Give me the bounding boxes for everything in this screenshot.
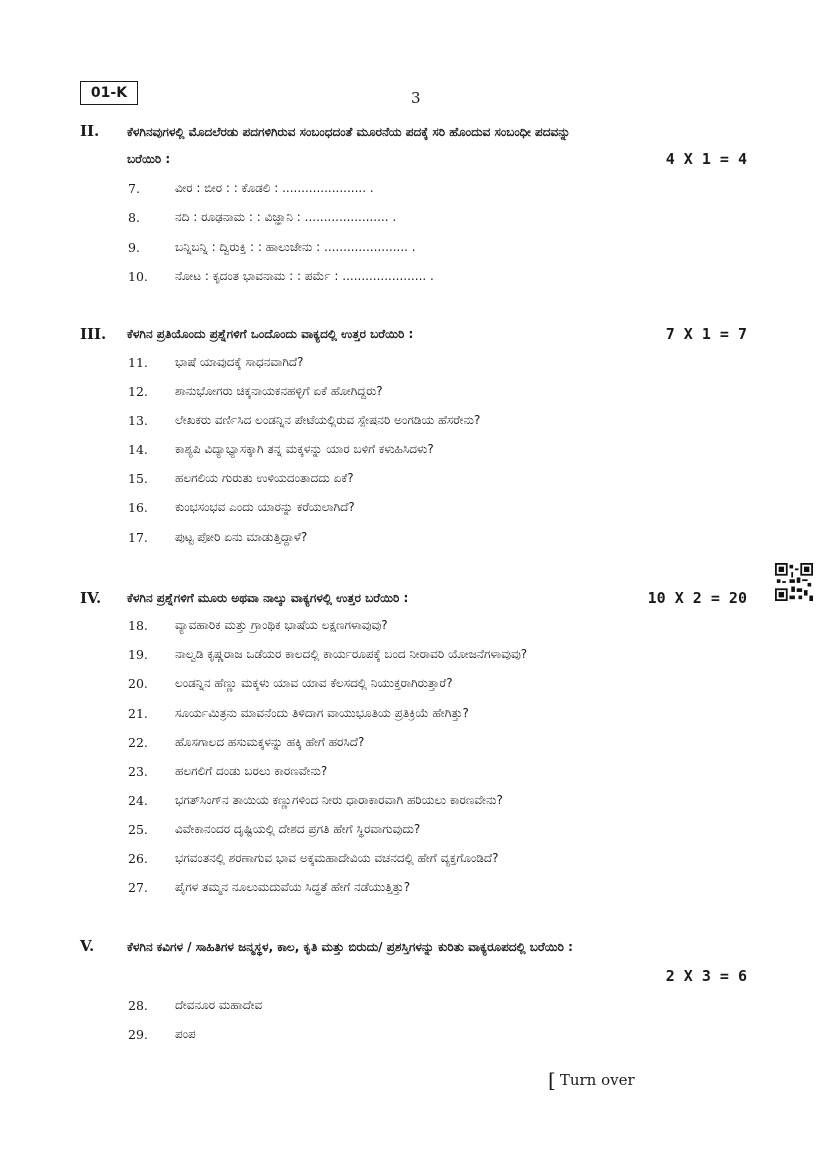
paper-code: 01-K [80,81,138,105]
question-number: 10. [128,269,148,284]
section-5-instruction: ಕೆಳಗಿನ ಕವಿಗಳ / ಸಾಹಿತಿಗಳ ಜನ್ಮಸ್ಥಳ, ಕಾಲ, ಕೃತಿ ಮತ್ತು ಬಿರುದು/ ಪ್ರಶಸ್ತಿಗಳನ್ನು ಕುರಿತು ವಾಕ್ಯರೂಪದಲ್ಲಿ ಬರೆಯಿರಿ : [127,940,573,954]
section-4-marks: 10 X 2 = 20 [647,589,747,607]
section-4-numeral: IV. [80,589,102,607]
question-text: ಲೇಖಕರು ವರ್ಣಿಸಿದ ಲಂಡನ್ನಿನ ಪೇಟೆಯಲ್ಲಿರುವ ಸ್ಪೇಷನರಿ ಅಂಗಡಿಯ ಹೆಸರೇನು? [175,413,481,427]
question-text: ದೇವನೂರ ಮಹಾದೇವ [175,998,263,1012]
question-number: 13. [128,413,148,428]
section-2-instruction-cont: ಬರೆಯಿರಿ : [127,152,171,166]
question-number: 12. [128,384,148,399]
question-number: 27. [128,880,148,895]
question-text: ನದಿ : ರೂಢನಾಮ : : ವಿಜ್ಞಾನಿ : ...................... . [175,210,397,224]
question-text: ಸೂರ್ಯಮಿತ್ರನು ಮಾವನೆಂದು ತಿಳಿದಾಗ ವಾಯುಭೂತಿಯ ಪ್ರತಿಕ್ರಿಯೆ ಹೇಗಿತ್ತು? [175,706,469,720]
question-text: ಹಲಗಲಿಯ ಗುರುತು ಉಳಿಯದಂತಾದದು ಏಕೆ? [175,471,354,485]
bracket-mark: [ [548,1068,556,1092]
question-number: 18. [128,618,148,633]
question-number: 11. [128,355,148,370]
question-number: 9. [128,240,140,255]
question-text: ಹೊಸಗಾಲದ ಹಸುಮಕ್ಕಳನ್ನು ಹಕ್ಕಿ ಹೇಗೆ ಹರಸಿದೆ? [175,735,365,749]
question-text: ಪಂಪ [175,1027,196,1041]
section-3-instruction: ಕೆಳಗಿನ ಪ್ರತಿಯೊಂದು ಪ್ರಶ್ನೆಗಳಿಗೆ ಒಂದೊಂದು ವಾಕ್ಯದಲ್ಲಿ ಉತ್ತರ ಬರೆಯಿರಿ : [127,327,414,341]
question-text: ನಾಲ್ವಡಿ ಕೃಷ್ಣರಾಜ ಒಡೆಯರ ಕಾಲದಲ್ಲಿ ಕಾರ್ಯರೂಪಕ್ಕೆ ಬಂದ ನೀರಾವರಿ ಯೋಜನೆಗಳಾವುವು? [175,647,528,661]
section-2-marks: 4 X 1 = 4 [665,150,747,168]
qr-code [775,563,813,601]
section-3-marks: 7 X 1 = 7 [665,325,747,343]
question-text: ಹಲಗಲಿಗೆ ದಂಡು ಬರಲು ಕಾರಣವೇನು? [175,764,328,778]
question-text: ವೀರ : ಬೀರ : : ಕೊಡಲಿ : ...................... . [175,181,374,195]
question-number: 26. [128,851,148,866]
question-number: 29. [128,1027,148,1042]
question-text: ವ್ಯಾವಹಾರಿಕ ಮತ್ತು ಗ್ರಾಂಥಿಕ ಭಾಷೆಯ ಲಕ್ಷಣಗಳಾವುವು? [175,618,388,632]
page-number: 3 [411,89,421,107]
question-number: 22. [128,735,148,750]
question-text: ಬನ್ನಿಬನ್ನಿ : ದ್ವಿರುಕ್ತಿ : : ಹಾಲುಜೇನು : ...................... . [175,240,416,254]
question-text: ಲಂಡನ್ನಿನ ಹೆಣ್ಣು ಮಕ್ಕಳು ಯಾವ ಯಾವ ಕೆಲಸದಲ್ಲಿ ನಿಯುಕ್ತರಾಗಿರುತ್ತಾರೆ? [175,676,453,690]
section-5-marks: 2 X 3 = 6 [665,967,747,985]
question-text: ಪೈಗಳ ತಮ್ಮನ ನೂಲುಮದುವೆಯ ಸಿದ್ಧತೆ ಹೇಗೆ ನಡೆಯುತ್ತಿತ್ತು? [175,880,411,894]
question-number: 25. [128,822,148,837]
question-number: 23. [128,764,148,779]
turn-over-label: Turn over [559,1071,635,1089]
question-text: ಭಾಷೆ ಯಾವುದಕ್ಕೆ ಸಾಧನವಾಗಿದೆ? [175,355,304,369]
question-number: 24. [128,793,148,808]
question-number: 8. [128,210,140,225]
question-number: 14. [128,442,148,457]
question-text: ಶಾನುಭೋಗರು ಚಿಕ್ಕನಾಯಕನಹಳ್ಳಿಗೆ ಏಕೆ ಹೋಗಿದ್ದರು? [175,384,383,398]
question-text: ನೋಟ : ಕೃದಂತ ಭಾವನಾಮ : : ಪರ್ಮೆ : ...................... . [175,269,434,283]
question-text: ಭಗವಂತನಲ್ಲಿ ಶರಣಾಗುವ ಭಾವ ಅಕ್ಕಮಹಾದೇವಿಯ ವಚನದಲ್ಲಿ ಹೇಗೆ ವ್ಯಕ್ತಗೊಂಡಿದೆ? [175,851,499,865]
question-text: ವಿವೇಕಾನಂದರ ದೃಷ್ಟಿಯಲ್ಲಿ ದೇಶದ ಪ್ರಗತಿ ಹೇಗೆ ಸ್ಥಿರವಾಗುವುದು? [175,822,421,836]
question-number: 17. [128,530,148,545]
question-number: 16. [128,500,148,515]
question-number: 28. [128,998,148,1013]
section-2-instruction: ಕೆಳಗಿನವುಗಳಲ್ಲಿ ಮೊದಲೆರಡು ಪದಗಳಿಗಿರುವ ಸಂಬಂಧದಂತೆ ಮೂರನೆಯ ಪದಕ್ಕೆ ಸರಿ ಹೊಂದುವ ಸಂಬಂಧೀ ಪದವನ್ನು [127,125,571,139]
section-5-numeral: V. [80,937,95,955]
question-number: 19. [128,647,148,662]
question-text: ಪುಟ್ಟ ಪೋರಿ ಏನು ಮಾಡುತ್ತಿದ್ದಾಳೆ? [175,530,308,544]
section-4-instruction: ಕೆಳಗಿನ ಪ್ರಶ್ನೆಗಳಿಗೆ ಮೂರು ಅಥವಾ ನಾಲ್ಕು ವಾಕ್ಯಗಳಲ್ಲಿ ಉತ್ತರ ಬರೆಯಿರಿ : [127,591,409,605]
section-2-numeral: II. [80,122,100,140]
question-text: ಕುಂಭಸಂಭವ ಎಂದು ಯಾರನ್ನು ಕರೆಯಲಾಗಿದೆ? [175,500,355,514]
question-text: ಭಗತ್‌ಸಿಂಗ್‌ನ ತಾಯಿಯ ಕಣ್ಣುಗಳಿಂದ ನೀರು ಧಾರಾಕಾರವಾಗಿ ಹರಿಯಲು ಕಾರಣವೇನು? [175,793,503,807]
section-3-numeral: III. [80,325,107,343]
question-number: 21. [128,706,148,721]
question-text: ಕಾಶ್ಯಪಿ ವಿದ್ಯಾಭ್ಯಾಸಕ್ಕಾಗಿ ತನ್ನ ಮಕ್ಕಳನ್ನು ಯಾರ ಬಳಿಗೆ ಕಳುಹಿಸಿದಳು? [175,442,434,456]
question-number: 7. [128,181,140,196]
question-number: 20. [128,676,148,691]
question-number: 15. [128,471,148,486]
turn-over-note [548,1068,635,1092]
